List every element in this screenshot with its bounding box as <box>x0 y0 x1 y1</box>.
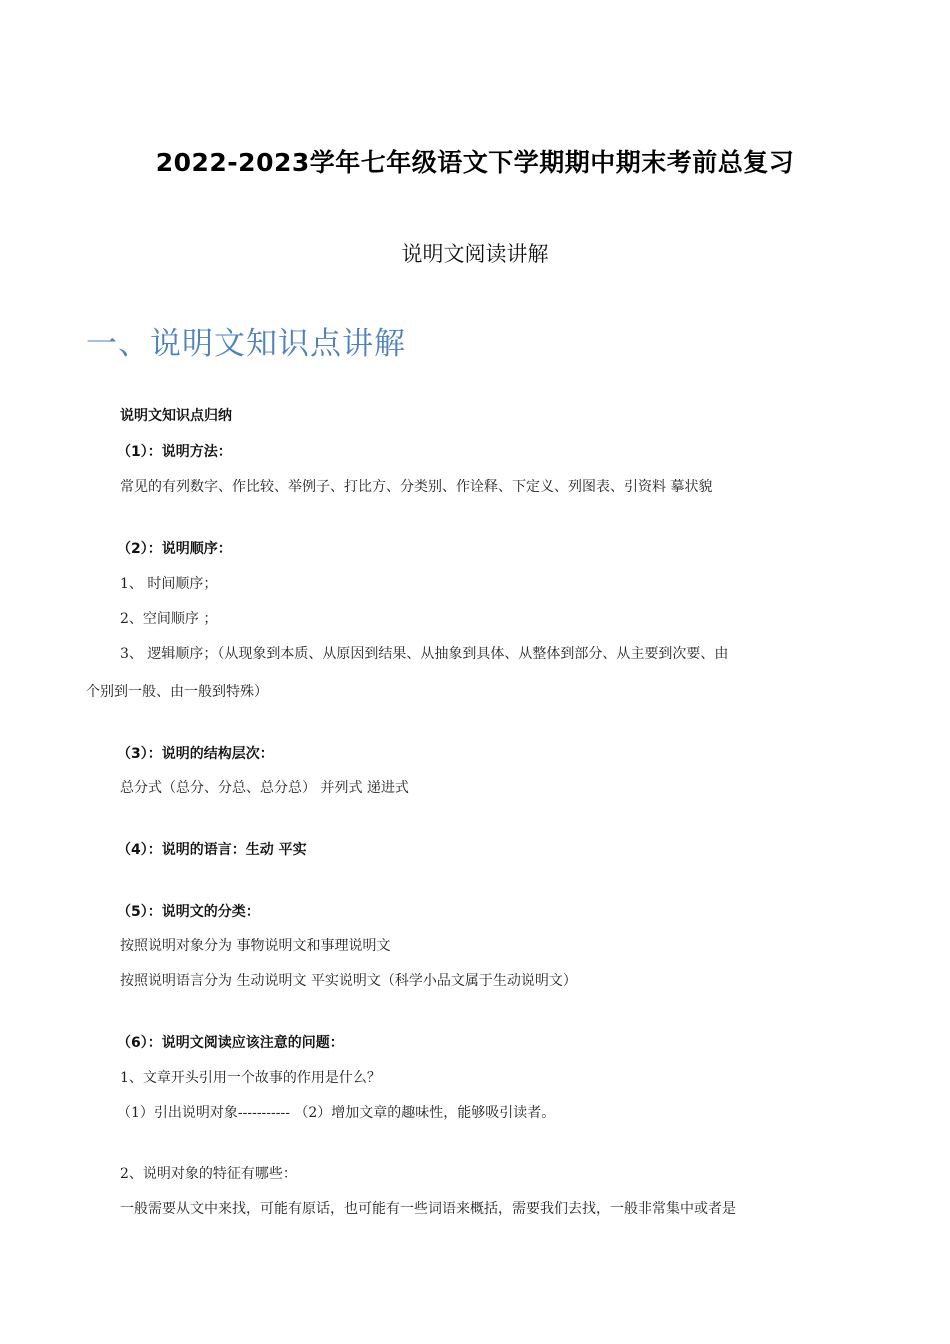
list-item: 1、 时间顺序； <box>120 576 218 592</box>
list-item: 2、空间顺序 ； <box>120 611 218 627</box>
subsection-heading-6: （6）：说明文阅读应该注意的问题： <box>117 1035 344 1051</box>
answer: （1）引出说明对象----------- （2）增加文章的趣味性，能够吸引读者。 <box>117 1105 556 1121</box>
paragraph: 按照说明对象分为 事物说明文和事理说明文 <box>120 938 391 954</box>
paragraph: 常见的有列数字、作比较、举例子、打比方、分类别、作诠释、下定义、列图表、引资料 摹状貌 <box>120 479 713 495</box>
subsection-heading-2: （2）：说明顺序： <box>117 541 232 557</box>
question: 1、文章开头引用一个故事的作用是什么？ <box>120 1070 381 1086</box>
question: 2、说明对象的特征有哪些： <box>120 1166 297 1182</box>
paragraph: 一般需要从文中来找，可能有原话，也可能有一些词语来概括，需要我们去找，一般非常集中或者是 <box>120 1201 736 1217</box>
document-subtitle: 说明文阅读讲解 <box>401 242 549 266</box>
section-heading: 一、说明文知识点讲解 <box>86 326 406 362</box>
paragraph: 总分式（总分、分总、总分总） 并列式 递进式 <box>120 780 409 796</box>
document-title: 2022-2023学年七年级语文下学期期中期末考前总复习 <box>155 148 795 177</box>
subsection-heading-3: （3）：说明的结构层次： <box>117 746 274 762</box>
summary-label: 说明文知识点归纳 <box>120 408 232 424</box>
subsection-heading-5: （5）：说明文的分类： <box>117 904 260 920</box>
paragraph: 按照说明语言分为 生动说明文 平实说明文（科学小品文属于生动说明文） <box>120 973 577 989</box>
list-item: 3、 逻辑顺序；（从现象到本质、从原因到结果、从抽象到具体、从整体到部分、从主要到次要、由 <box>120 646 729 662</box>
subsection-heading-1: （1）：说明方法： <box>117 444 232 460</box>
list-item-continuation: 个别到一般、由一般到特殊） <box>86 684 268 700</box>
subsection-heading-4: （4）：说明的语言：生动 平实 <box>117 842 307 858</box>
